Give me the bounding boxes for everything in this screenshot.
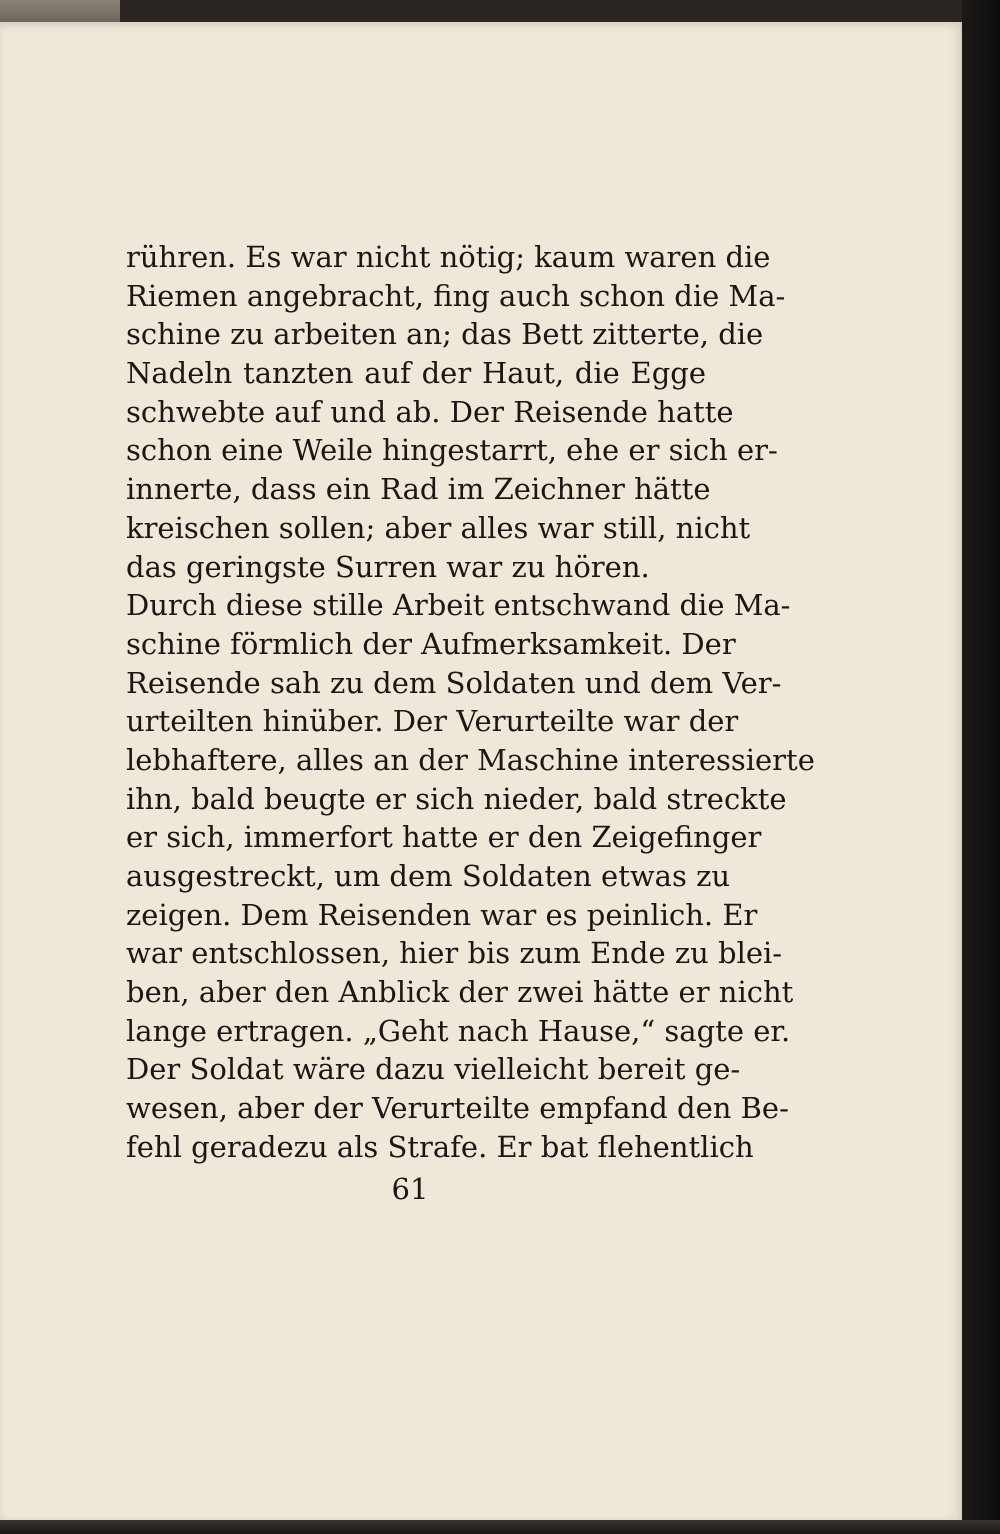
text-line: urteilten hinüber. Der Verurteilte war der	[126, 704, 739, 739]
text-line: Reisende sah zu dem Soldaten und dem Ver-	[126, 665, 782, 700]
text-line: schine förmlich der Aufmerksamkeit. Der	[126, 626, 736, 661]
text-line: schwebte auf und ab. Der Reisende hatte	[126, 394, 734, 429]
text-line: zeigen. Dem Reisenden war es peinlich. Er	[126, 897, 758, 932]
text-line: Der Soldat wäre dazu vielleicht bereit ge-	[126, 1052, 741, 1087]
book-page	[0, 22, 962, 1520]
text-line: war entschlossen, hier bis zum Ende zu blei-	[126, 936, 783, 971]
body-text	[126, 238, 815, 1167]
text-line: rühren. Es war nicht nötig; kaum waren die	[126, 240, 771, 274]
text-line: ben, aber den Anblick der zwei hätte er nicht	[126, 975, 794, 1010]
text-line: innerte, dass ein Rad im Zeichner hätte	[126, 472, 711, 507]
page-number: 61	[391, 1172, 429, 1206]
text-line: wesen, aber der Verurteilte empfand den Be-	[126, 1091, 789, 1126]
text-line: ausgestreckt, um dem Soldaten etwas zu	[126, 859, 731, 893]
text-line: er sich, immerfort hatte er den Zeigefinger	[126, 820, 762, 855]
text-line: Durch diese stille Arbeit entschwand die Ma-	[126, 588, 791, 623]
book-bottom-edge	[0, 1520, 1000, 1534]
text-line: Riemen angebracht, fing auch schon die Ma-	[126, 278, 786, 313]
text-line: schine zu arbeiten an; das Bett zitterte, die	[126, 317, 764, 352]
text-line: das geringste Surren war zu hören.	[126, 549, 650, 584]
text-line: fehl geradezu als Strafe. Er bat flehentlich	[126, 1129, 754, 1164]
text-line: schon eine Weile hingestarrt, ehe er sich er-	[126, 433, 778, 468]
text-line: kreischen sollen; aber alles war still, nicht	[126, 510, 751, 545]
text-line: Nadeln tanzten auf der Haut, die Egge	[126, 356, 706, 391]
book-right-edge	[962, 0, 1000, 1534]
text-line: ihn, bald beugte er sich nieder, bald streckte	[126, 781, 787, 816]
text-line: lebhaftere, alles an der Maschine interessierte	[126, 742, 815, 777]
text-line: lange ertragen. „Geht nach Hause,“ sagte er.	[126, 1013, 791, 1048]
book-top-edge	[0, 0, 120, 22]
